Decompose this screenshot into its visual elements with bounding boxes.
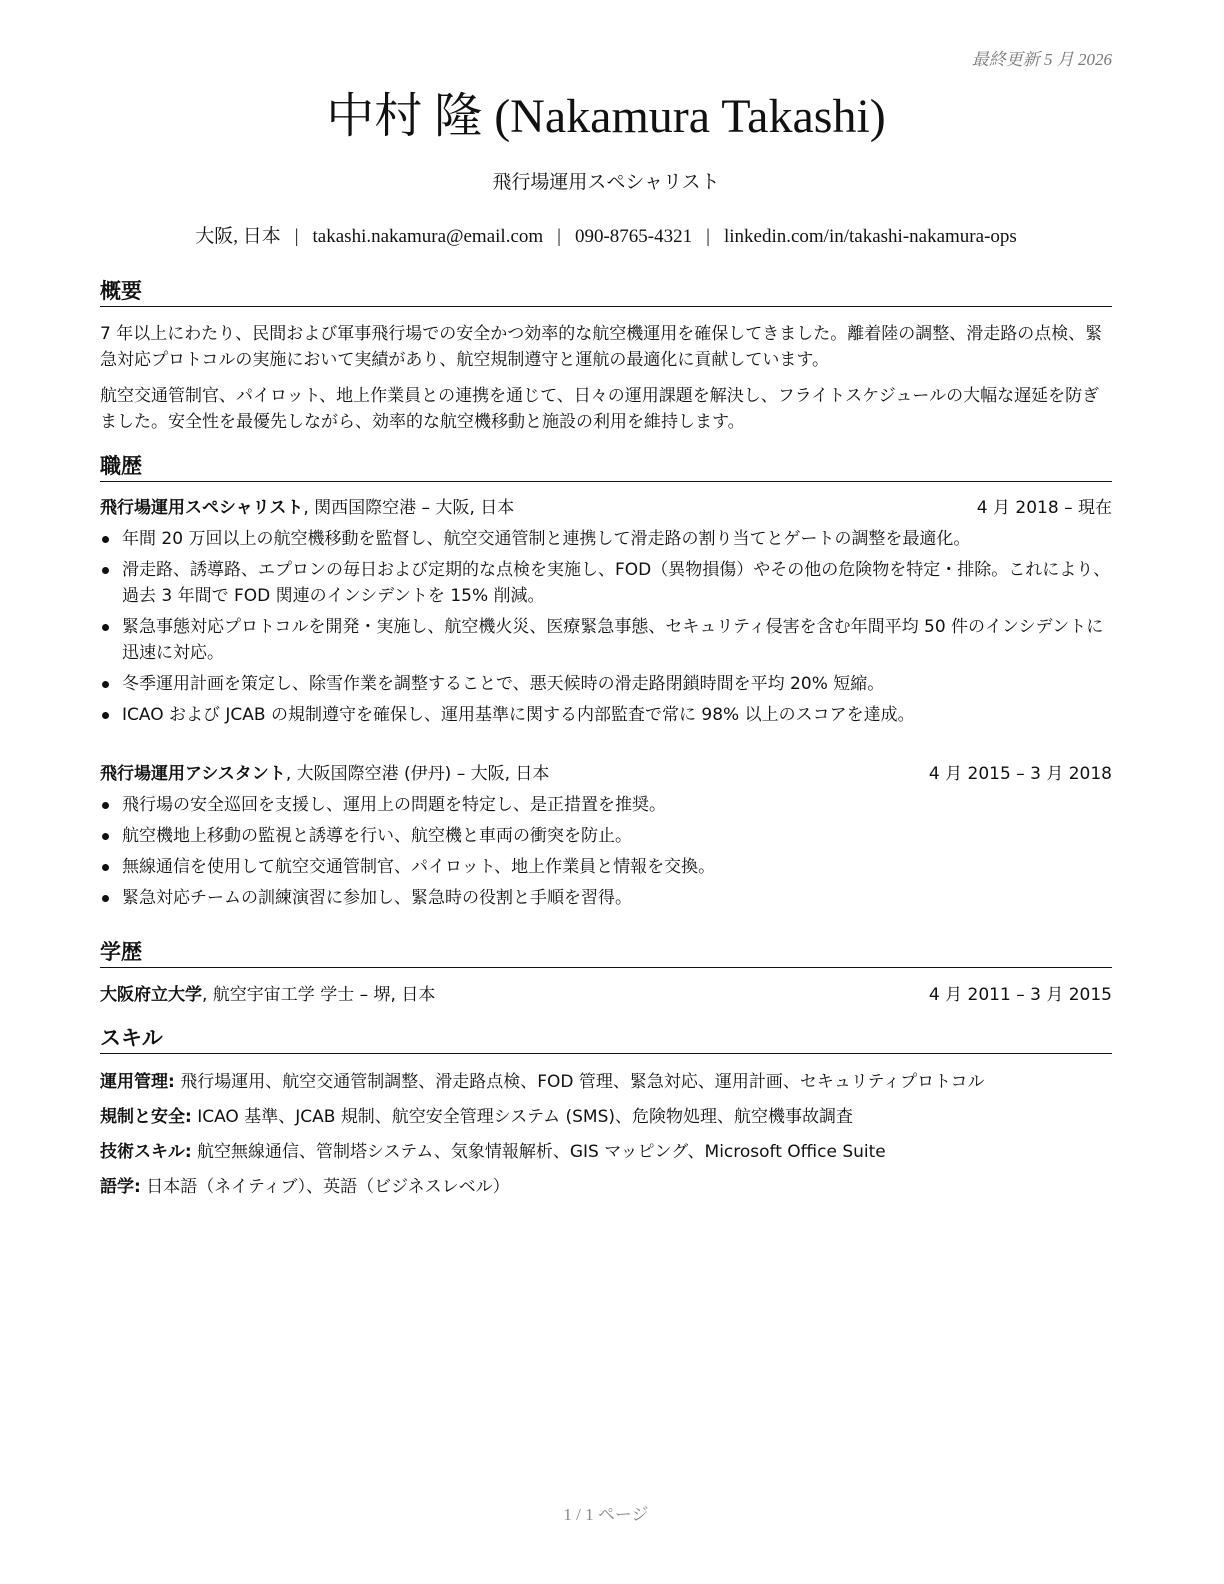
contact-location: 大阪, 日本 (195, 226, 281, 247)
job-bullets (100, 526, 1112, 733)
list-item: 年間 20 万回以上の航空機移動を監督し、航空交通管制と連携して滑走路の割り当てとゲートの調整を最適化。 (100, 526, 1112, 552)
list-item: 緊急対応チームの訓練演習に参加し、緊急時の役割と手順を習得。 (100, 885, 1112, 911)
contact-email[interactable]: takashi.nakamura@email.com (312, 226, 544, 247)
job-header (100, 761, 1112, 787)
job-header (100, 495, 1112, 521)
skill-label: 技術スキル: (100, 1142, 192, 1162)
skill-value: 飛行場運用、航空交通管制調整、滑走路点検、FOD 管理、緊急対応、運用計画、セキュリティプロトコル (174, 1072, 985, 1092)
school-name: 大阪府立大学 (100, 985, 202, 1005)
degree-detail: , 航空宇宙工学 学士 – 堺, 日本 (202, 985, 436, 1005)
contact-separator: | (706, 226, 710, 247)
skill-label: 運用管理: (100, 1072, 175, 1092)
contact-linkedin[interactable]: linkedin.com/in/takashi-nakamura-ops (723, 226, 1017, 247)
section-heading-experience: 職歴 (100, 452, 1112, 482)
job-dates: 4 月 2018 – 現在 (976, 498, 1112, 518)
resume-page (100, 0, 1112, 1584)
summary-paragraph: 航空交通管制官、パイロット、地上作業員との連携を通じて、日々の運用課題を解決し、フライトスケジュールの大幅な遅延を防ぎました。安全性を最優先しながら、効率的な航空機移動と施設の利用を維持します。 (100, 386, 1100, 432)
list-item: 無線通信を使用して航空交通管制官、パイロット、地上作業員と情報を交換。 (100, 854, 1112, 880)
list-item: 滑走路、誘導路、エプロンの毎日および定期的な点検を実施し、FOD（異物損傷）やその他の危険物を特定・排除。これにより、過去 3 年間で FOD 関連のインシデントを 15% 削減。 (100, 557, 1112, 609)
page-number: 1 / 1 ページ (563, 1505, 649, 1524)
list-item: 飛行場の安全巡回を支援し、運用上の問題を特定し、是正措置を推奨。 (100, 792, 1112, 818)
section-heading-education: 学歴 (100, 938, 1112, 968)
list-item: 冬季運用計画を策定し、除雪作業を調整することで、悪天候時の滑走路閉鎖時間を平均 20% 短縮。 (100, 671, 1112, 697)
job-title: 飛行場運用スペシャリスト (492, 171, 720, 193)
skill-row (100, 1069, 1112, 1095)
skill-value: 日本語（ネイティブ）、英語（ビジネスレベル） (140, 1177, 510, 1197)
skill-row (100, 1174, 1112, 1200)
candidate-name: 中村 隆 (Nakamura Takashi) (326, 90, 886, 143)
contact-separator: | (294, 226, 299, 247)
skill-label: 語学: (100, 1177, 141, 1197)
job-org: , 大阪国際空港 (伊丹) – 大阪, 日本 (285, 764, 550, 784)
job-role: 飛行場運用スペシャリスト (100, 498, 304, 518)
list-item: 航空機地上移動の監視と誘導を行い、航空機と車両の衝突を防止。 (100, 823, 1112, 849)
skill-value: ICAO 基準、JCAB 規制、航空安全管理システム (SMS)、危険物処理、航空機事故調査 (191, 1107, 854, 1127)
education-dates: 4 月 2011 – 3 月 2015 (928, 985, 1112, 1005)
job-dates: 4 月 2015 – 3 月 2018 (928, 764, 1112, 784)
section-heading-skills: スキル (100, 1024, 1112, 1054)
last-updated: 最終更新 5 月 2026 (971, 50, 1112, 69)
list-item: ICAO および JCAB の規制遵守を確保し、運用基準に関する内部監査で常に 98% 以上のスコアを達成。 (100, 702, 1112, 728)
list-item: 緊急事態対応プロトコルを開発・実施し、航空機火災、医療緊急事態、セキュリティ侵害を含む年間平均 50 件のインシデントに迅速に対応。 (100, 614, 1112, 666)
contact-line (100, 223, 1112, 251)
skill-value: 航空無線通信、管制塔システム、気象情報解析、GIS マッピング、Microsoft Office Suite (191, 1142, 886, 1162)
contact-separator: | (557, 226, 561, 247)
section-heading-summary: 概要 (100, 277, 1112, 307)
skill-row (100, 1139, 1112, 1165)
skill-label: 規制と安全: (100, 1107, 192, 1127)
contact-phone[interactable]: 090-8765-4321 (574, 226, 693, 247)
skill-row (100, 1104, 1112, 1130)
education-entry (100, 982, 1112, 1008)
summary-paragraph: 7 年以上にわたり、民間および軍事飛行場での安全かつ効率的な航空機運用を確保してきました。離着陸の調整、滑走路の点検、緊急対応プロトコルの実施において実績があり、航空規制遵守と運航の最適化に貢献しています。 (100, 324, 1103, 370)
job-role: 飛行場運用アシスタント (100, 764, 286, 784)
job-bullets (100, 792, 1112, 916)
job-org: , 関西国際空港 – 大阪, 日本 (303, 498, 515, 518)
